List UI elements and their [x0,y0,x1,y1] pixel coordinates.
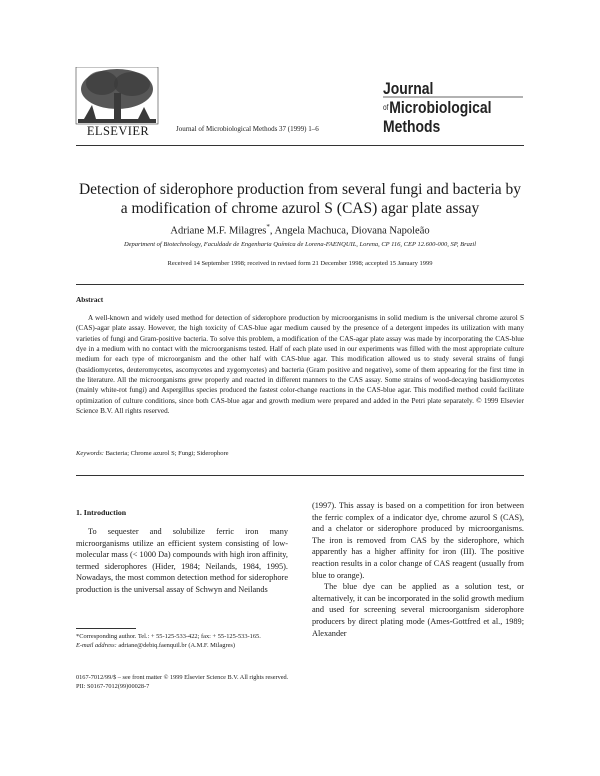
corresponding-author-mark[interactable]: * [266,223,270,231]
elsevier-tree-logo-icon [74,67,160,125]
abstract-body: A well-known and widely used method for detection of siderophore production by microorganisms in solid medium is the universal chrome azurol S (CAS)-agar plate assay. However, the high toxicity of CAS-blue agar medium caused by the presence of a detergent impedes its utilization with many varieties of fungi and Gram-positive bacteria. To solve this problem, a modification of the CAS-agar plate assay was made by incorporating the CAS-blue dye in a medium with no contact with the microorganisms tested. Half of each plate used in our experiments was filled with the most appropriate culture medium for each type of microorganism and the other half with CAS-blue agar. This modification allowed us to study several strains of fungi (basidiomycetes, deuteromycetes, ascomycetes and zygomycetes) and bacteria (Gram positive and negative), some of them appearing for the first time in the literature. All the microorganisms grew properly and reacted in different manners to the CAS assay. Some strains of wood-decaying basidiomycetes (mainly white-rot fungi) and Aspergillus species produced the fastest color-change reactions in the CAS-blue agar. This modified method could facilitate optimization of culture conditions, since both CAS-blue agar and growth medium were prepared and added in the Petri plate separately. © 1999 Elsevier Science B.V. All rights reserved. [76,314,524,416]
copyright-line: 0167-7012/99/$ – see front matter © 1999 Elsevier Science B.V. All rights reserved. [76,674,289,681]
author-corresponding: Adriane M.F. Milagres [170,225,267,237]
intro-paragraph-3: The blue dye can be applied as a solution test, or alternatively, it can be incorporated in the solid growth medium and used for screening several microorganism siderophore producers by direct plating mode (Ames-Gottfred et al., 1989; Alexander [312,582,524,638]
right-column [312,500,524,639]
article-authors [76,223,524,237]
keywords-list: Bacteria; Chrome azurol S; Fungi; Siderophore [105,450,229,457]
author-affiliation: Department of Biotechnology, Faculdade de Engenharia Química de Lorena-FAENQUIL, Lorena, CP 116, CEP 12.600-000, SP, Brazil [123,241,477,248]
journal-citation: Journal of Microbiological Methods 37 (1999) 1–6 [176,125,319,133]
journal-title-line2 [383,98,492,117]
footnote-email-label: E-mail address: [76,642,117,649]
header-divider [76,145,524,146]
intro-paragraph-2: (1997). This assay is based on a competition for iron between the ferric complex of a indicator dye, chrome azurol S (CAS), and a chelator or siderophore produced by microorganisms. The iron is removed from CAS by the siderophore, which apparently has a higher affinity for iron (III). The positive reaction results in a color change of CAS reagent (usually from blue to orange). [312,501,524,580]
footnote-email-address[interactable]: adriane@debiq.faenquil.br (A.M.F. Milagres) [118,642,236,649]
publisher-name: ELSEVIER [86,124,150,138]
abstract-bottom-divider [76,475,524,476]
journal-title-line1: Journal [383,79,434,98]
journal-title-microbiological: Microbiological [389,98,492,117]
abstract-top-divider [76,284,524,285]
footnote-divider [76,628,136,629]
left-column [76,526,288,596]
footnote [76,632,292,650]
keywords-label: Keywords: [76,450,104,457]
journal-title [383,79,492,136]
keywords [76,450,229,457]
copyright-block [76,673,288,692]
abstract-heading: Abstract [76,295,104,304]
footnote-corresponding: *Corresponding author. Tel.: + 55-125-533-422; fax: + 55-125-533-165. [76,633,261,640]
intro-paragraph-1: To sequester and solubilize ferric iron many microorganisms utilize an efficient system consisting of low-molecular mass (< 1000 Da) compounds with high iron affinity, termed siderophores (Hider, 1984; Neilands, 1984, 1995). Nowadays, the most common detection method for siderophore production is the universal assay of Schwyn and Neilands [76,527,288,594]
journal-title-line3: Methods [383,117,441,136]
article-dates: Received 14 September 1998; received in revised form 21 December 1998; accepted 15 January 1999 [167,260,433,267]
footnote-email [76,641,292,650]
author-coauthors: , Angela Machuca, Diovana Napoleão [269,225,430,237]
introduction-heading: 1. Introduction [76,508,127,517]
pii-line: PII: S0167-7012(99)00028-7 [76,683,150,691]
article-title: Detection of siderophore production from several fungi and bacteria by a modification of chrome azurol S (CAS) agar plate assay [78,181,522,217]
journal-title-of: of [383,103,389,112]
